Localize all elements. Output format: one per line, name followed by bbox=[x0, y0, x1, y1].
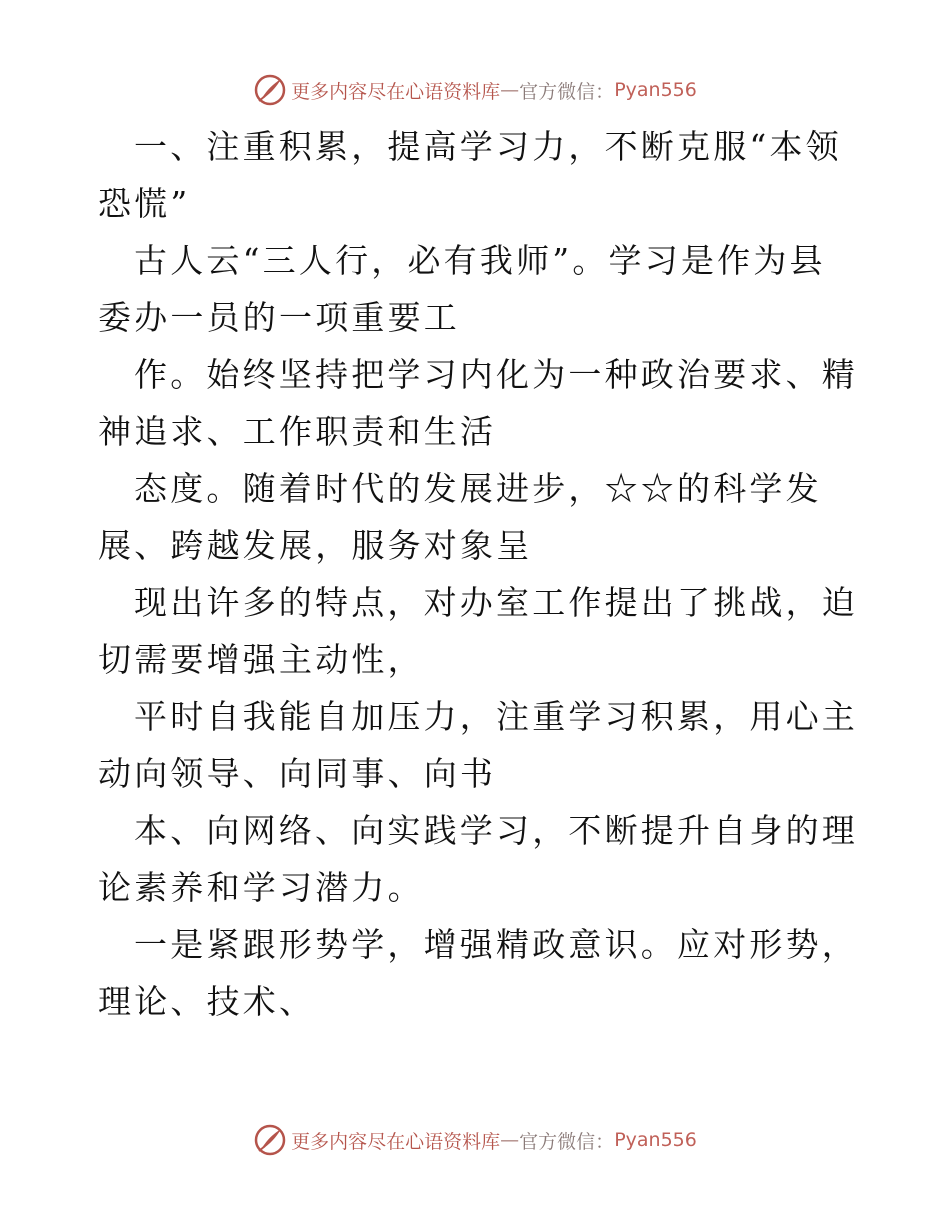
paragraph: 本、向网络、向实践学习，不断提升自身的理论素养和学习潜力。 bbox=[98, 811, 858, 907]
watermark-wechat-id: Pyan556 bbox=[614, 79, 697, 101]
paragraph: 态度。随着时代的发展进步，☆☆的科学发展、跨越发展，服务对象呈 bbox=[98, 469, 822, 565]
paragraph: 古人云“三人行，必有我师”。学习是作为县委办一员的一项重要工 bbox=[98, 241, 826, 337]
header-watermark bbox=[0, 70, 950, 110]
paragraph: 现出许多的特点，对办室工作提出了挑战，迫切需要增强主动性， bbox=[98, 583, 858, 679]
watermark-main-text: 更多内容尽在心语资料库 bbox=[291, 80, 501, 103]
quill-logo-icon bbox=[253, 73, 287, 107]
watermark-official-label: 官方微信： bbox=[519, 80, 615, 103]
quill-logo-icon bbox=[253, 1123, 287, 1157]
watermark-main-text: 更多内容尽在心语资料库 bbox=[291, 1130, 501, 1153]
watermark-separator: — bbox=[500, 1129, 520, 1151]
watermark-official-label: 官方微信： bbox=[519, 1130, 615, 1153]
paragraph: 平时自我能自加压力，注重学习积累，用心主动向领导、向同事、向书 bbox=[98, 697, 858, 793]
paragraph: 作。始终坚持把学习内化为一种政治要求、精神追求、工作职责和生活 bbox=[98, 355, 858, 451]
footer-watermark bbox=[0, 1120, 950, 1160]
document-body bbox=[98, 118, 858, 1030]
paragraph: 一、注重积累，提高学习力，不断克服“本领恐慌” bbox=[98, 127, 842, 223]
watermark-wechat-id: Pyan556 bbox=[614, 1129, 697, 1151]
paragraph: 一是紧跟形势学，增强精政意识。应对形势，理论、技术、 bbox=[98, 925, 858, 1021]
watermark-separator: — bbox=[500, 79, 520, 101]
